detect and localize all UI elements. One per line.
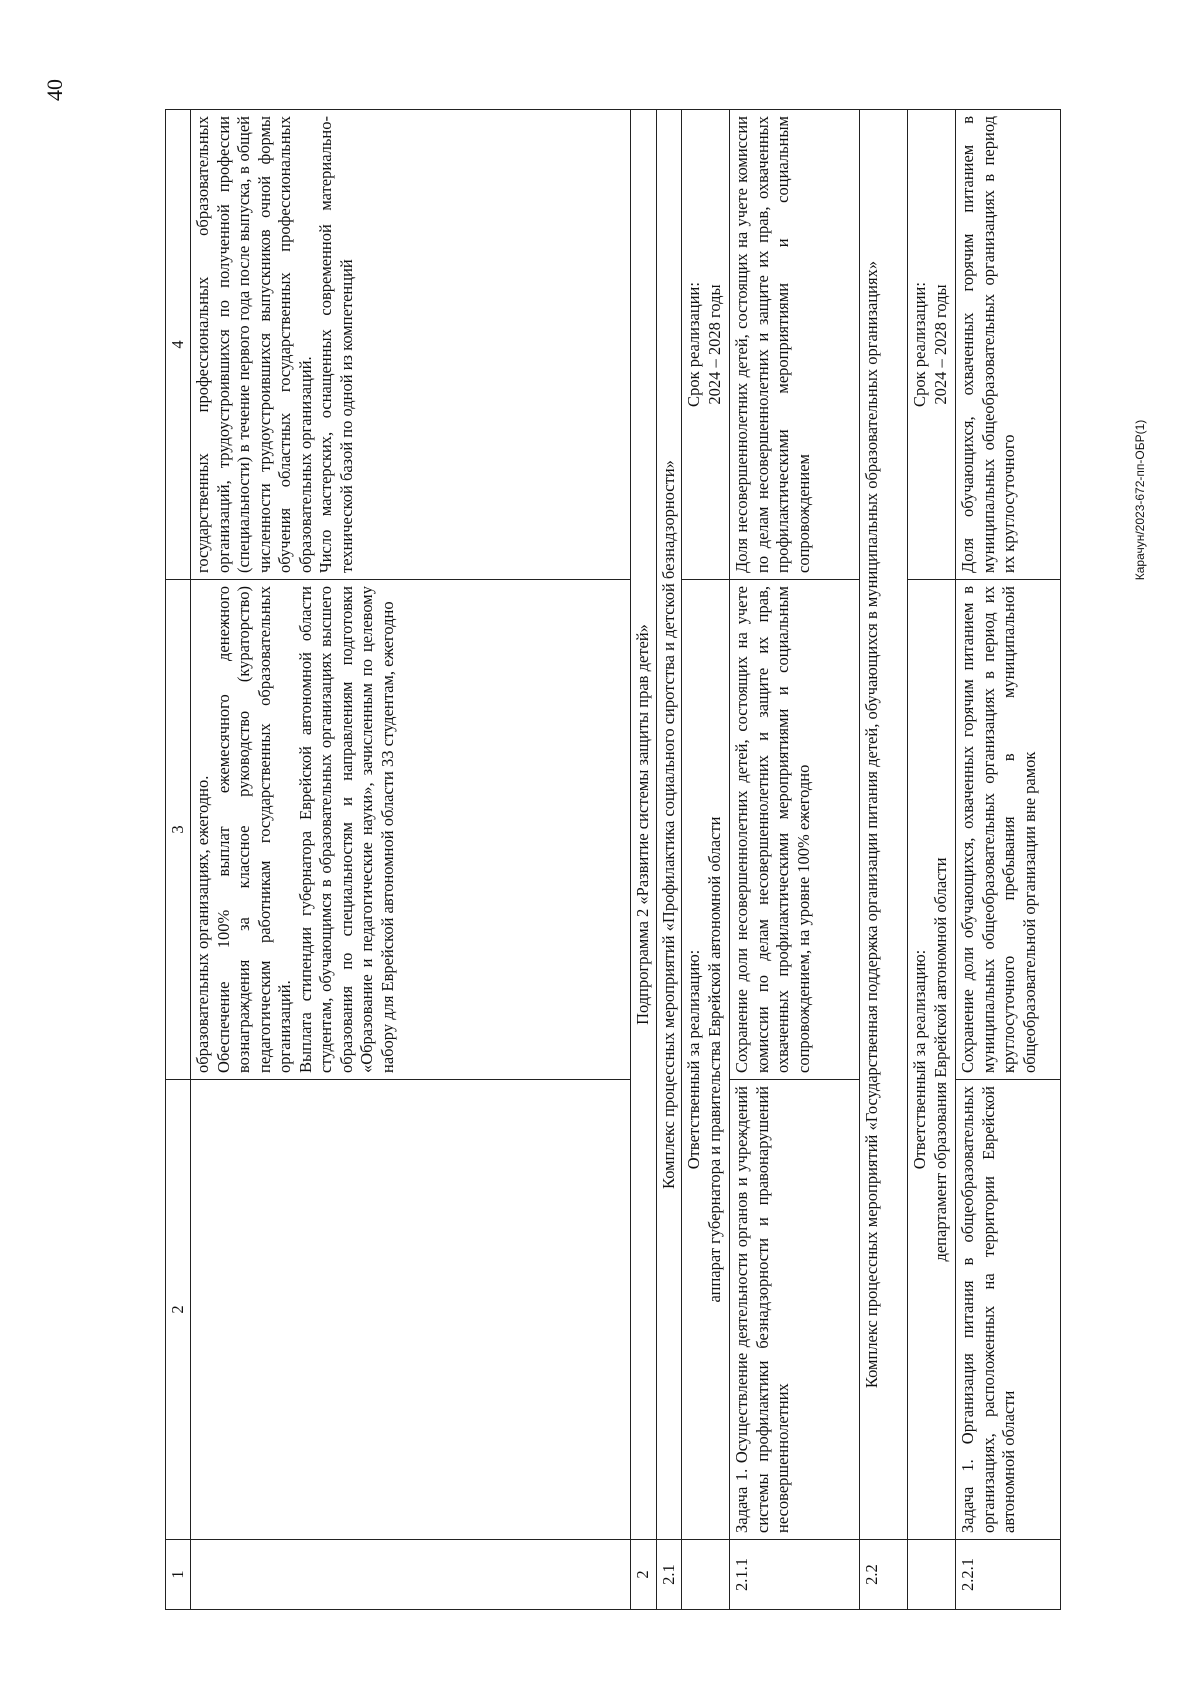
task-row [730,110,860,1610]
complex-number: 2.2 [860,1540,908,1610]
table-header-row [166,110,191,1610]
period-value: 2024 – 2028 годы [930,284,950,405]
responsible-value: департамент образования Еврейской автономной области [930,857,950,1262]
period-value: 2024 – 2028 годы [704,284,724,405]
column-header: 2 [166,1080,191,1540]
task-text: Задача 1. Осуществление деятельности органов и учреждений системы профилактики безнадзорности и правонарушений несовершеннолетних [730,1080,860,1540]
task-indicator: Доля несовершеннолетних детей, состоящих на учете комиссии по делам несовершеннолетних и защите их прав, охваченных профилактическими мероприятиями и социальным сопровождением [730,110,860,580]
task-row [956,110,1061,1610]
responsible-row [908,110,956,1610]
period-label: Срок реализации: [910,282,930,407]
effect-line: образовательных организациях, ежегодно. [193,775,213,1073]
responsible-label: Ответственный за реализацию: [910,949,930,1170]
subprogram-title: Подпрограмма 2 «Развитие системы защиты прав детей» [631,110,656,1540]
column-header: 1 [166,1540,191,1610]
indicator-line: государственных профессиональных образовательных организаций, трудоустроившихся по полученной профессии (специальности) в течение первого года после выпуска, в общей численности трудоустроившихся выпускников очной формы обучения областных государственных профессиональных образовательных организаций. [193,116,315,573]
cell-empty [682,1540,730,1610]
task-effect: Сохранение доли несовершеннолетних детей, состоящих на учете комиссии по делам несовершеннолетних и защите их прав, охваченных профилактическими мероприятиями и социальным сопровождением, на уровне 100% ежегодно [730,580,860,1080]
cell-number [191,1540,631,1610]
task-number: 2.2.1 [956,1540,1061,1610]
effect-line: Обеспечение 100% выплат ежемесячного денежного вознаграждения за классное руководство (кураторство) педагогическим работникам государственных образовательных организаций. [213,586,295,1073]
complex-row [860,110,908,1610]
task-text: Задача 1. Организация питания в общеобразовательных организациях, расположенных на территории Еврейской автономной области [956,1080,1061,1540]
period-cell [682,110,730,580]
responsible-cell [908,580,956,1540]
complex-row [656,110,681,1610]
task-number: 2.1.1 [730,1540,860,1610]
task-indicator: Доля обучающихся, охваченных горячим питанием в муниципальных общеобразовательных организациях в период их круглосуточного [956,110,1061,580]
document-id [1120,300,1160,700]
responsible-row [682,110,730,1610]
responsible-value: аппарат губернатора и правительства Еврейской автономной области [704,816,724,1303]
page-number-text: 40 [42,79,67,101]
column-header: 3 [166,580,191,1080]
cell-task [191,1080,631,1540]
rotated-table-wrapper [165,110,1100,1610]
table-row-continued [191,110,631,1610]
complex-title: Комплекс процессных мероприятий «Государственная поддержка организации питания детей, обучающихся в муниципальных образовательных организациях» [860,110,908,1540]
period-label: Срок реализации: [684,282,704,407]
responsible-label: Ответственный за реализацию: [684,949,704,1170]
cell-indicator [191,110,631,580]
effect-line: Выплата стипендии губернатора Еврейской автономной области студентам, обучающимся в образовательных организациях высшего образования по специальностям и направлениям подготовки «Образование и педагогические науки», зачисленным по целевому набору для Еврейской автономной области 33 студентам, ежегодно [295,586,397,1073]
cell-empty [908,1540,956,1610]
cell-effect [191,580,631,1080]
complex-number: 2.1 [656,1540,681,1610]
document-id-text: Карачун/2023-672-пп-ОБР(1) [1133,419,1147,581]
complex-title: Комплекс процессных мероприятий «Профилактика социального сиротства и детской безнадзорности» [656,110,681,1540]
program-table [165,109,1061,1610]
task-effect: Сохранение доли обучающихся, охваченных горячим питанием в муниципальных общеобразовательных организациях в период их круглосуточного пребывания в муниципальной общеобразовательной организации вне рамок [956,580,1061,1080]
page-number [0,60,110,120]
indicator-line: Число мастерских, оснащенных современной материально-технической базой по одной из компетенций [316,116,356,573]
subprogram-row [631,110,656,1610]
column-header: 4 [166,110,191,580]
period-cell [908,110,956,580]
subprogram-number: 2 [631,1540,656,1610]
responsible-cell [682,580,730,1540]
